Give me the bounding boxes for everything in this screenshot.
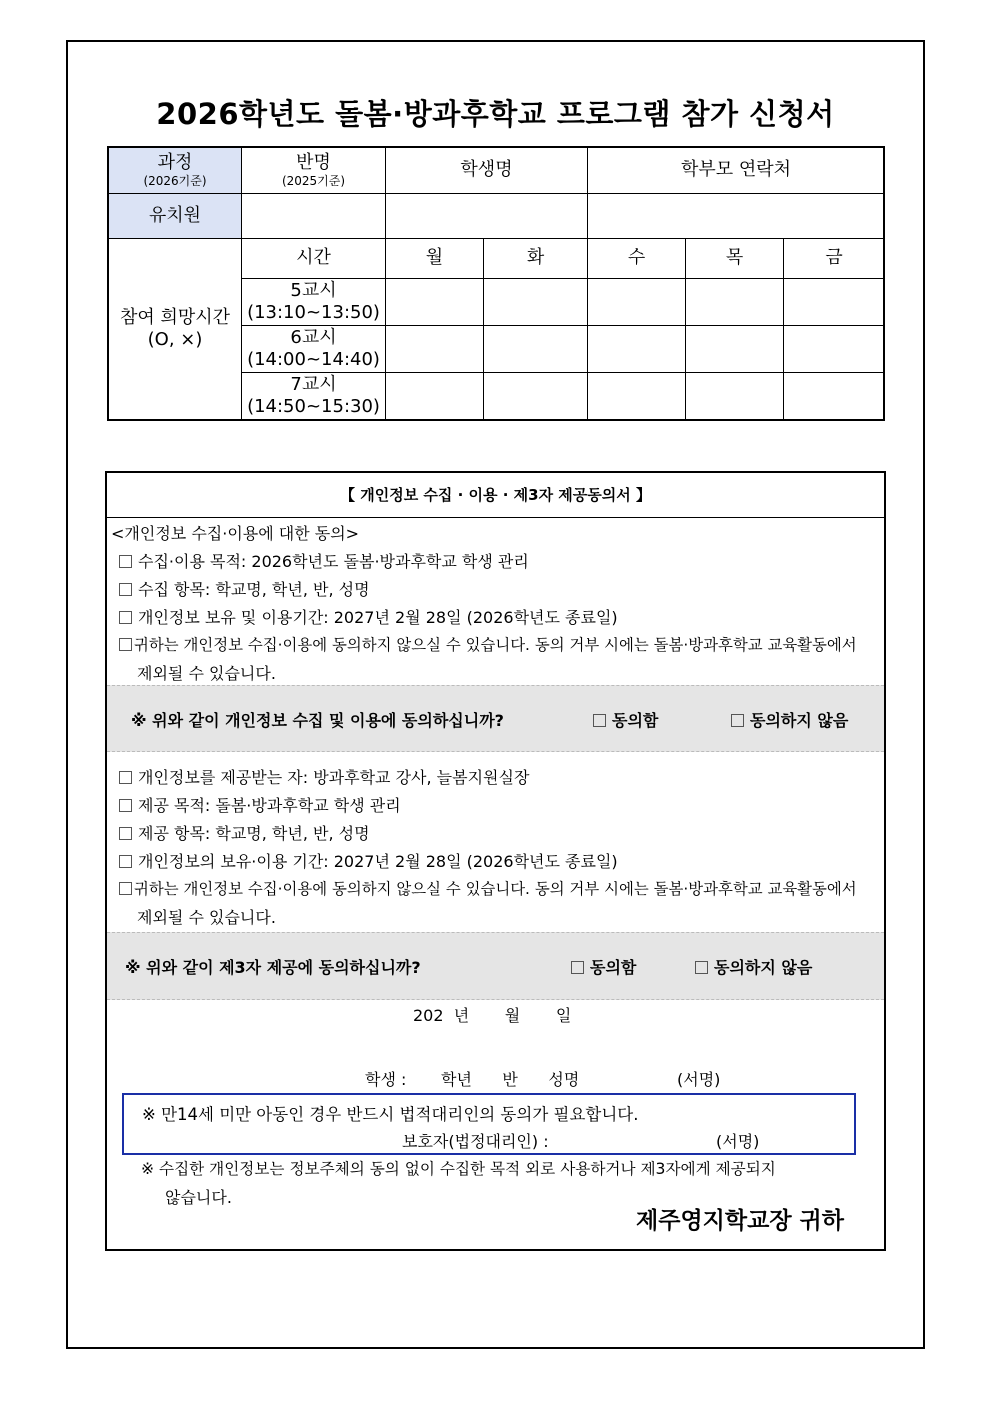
period-7: 7교시 (14:50~15:30) (242, 373, 386, 420)
row-kindergarten: 유치원 (109, 194, 242, 239)
addressee: 제주영지학교장 귀하 (636, 1207, 844, 1234)
student-fields[interactable]: 학년 반 성명 (441, 1070, 580, 1089)
header-time: 시간 (242, 239, 386, 279)
application-table (108, 147, 885, 420)
s1-item: 수집 항목: 학교명, 학년, 반, 성명 (119, 577, 370, 600)
s2-item: 개인정보의 보유·이용 기간: 2027년 2월 28일 (2026학년도 종료일) (119, 849, 618, 872)
slot-cell[interactable] (686, 279, 784, 326)
slot-cell[interactable] (686, 373, 784, 420)
student-label: 학생 : (365, 1070, 407, 1089)
checkbox-icon (119, 555, 132, 568)
day-tue: 화 (484, 239, 588, 279)
minor-notice-box (122, 1093, 856, 1155)
slot-cell[interactable] (784, 279, 885, 326)
slot-cell[interactable] (784, 326, 885, 373)
checkbox-icon (119, 583, 132, 596)
checkbox-icon (119, 855, 132, 868)
day-fri: 금 (784, 239, 885, 279)
checkbox-icon[interactable] (593, 714, 606, 727)
day-thu: 목 (686, 239, 784, 279)
header-parent-contact: 학부모 연락처 (588, 148, 885, 194)
slot-cell[interactable] (784, 373, 885, 420)
slot-cell[interactable] (386, 373, 484, 420)
guardian-label: 보호자(법정대리인) : (402, 1132, 549, 1151)
header-student-name: 학생명 (386, 148, 588, 194)
question2: ※ 위와 같이 제3자 제공에 동의하십니까? (125, 958, 421, 977)
slot-cell[interactable] (686, 326, 784, 373)
use-notice: ※ 수집한 개인정보는 정보주체의 동의 없이 수집한 목적 외로 사용하거나 제3자에게 제공되지 (141, 1160, 776, 1178)
checkbox-icon[interactable] (571, 961, 584, 974)
day-mon: 월 (386, 239, 484, 279)
period-6: 6교시 (14:00~14:40) (242, 326, 386, 373)
s1-item: 수집·이용 목적: 2026학년도 돌봄·방과후학교 학생 관리 (119, 549, 529, 572)
date-line: 202 년 월 일 (413, 1006, 572, 1025)
s1-item: 귀하는 개인정보 수집·이용에 동의하지 않으실 수 있습니다. 동의 거부 시에는 돌봄·방과후학교 교육활동에서 (119, 633, 857, 655)
period-5: 5교시 (13:10~13:50) (242, 279, 386, 326)
s2-item: 개인정보를 제공받는 자: 방과후학교 강사, 늘봄지원실장 (119, 765, 529, 788)
slot-cell[interactable] (588, 279, 686, 326)
day-wed: 수 (588, 239, 686, 279)
parent-contact-cell[interactable] (588, 194, 885, 239)
slot-cell[interactable] (386, 279, 484, 326)
hope-time-label: 참여 희망시간 (O, ×) (109, 239, 242, 420)
slot-cell[interactable] (386, 326, 484, 373)
s1-item-cont: 제외될 수 있습니다. (137, 664, 276, 683)
question1: ※ 위와 같이 개인정보 수집 및 이용에 동의하십니까? (131, 711, 504, 730)
s2-item: 제공 항목: 학교명, 학년, 반, 성명 (119, 821, 370, 844)
header-class: 반명 (2025기준) (242, 148, 386, 194)
class-name-cell[interactable] (242, 194, 386, 239)
slot-cell[interactable] (484, 279, 588, 326)
checkbox-icon (119, 611, 132, 624)
student-name-cell[interactable] (386, 194, 588, 239)
student-sign[interactable]: (서명) (677, 1070, 721, 1089)
minor-notice: ※ 만14세 미만 아동인 경우 반드시 법적대리인의 동의가 필요합니다. (142, 1105, 639, 1124)
use-notice-cont: 않습니다. (165, 1188, 232, 1207)
q2-disagree-option[interactable]: 동의하지 않음 (695, 955, 812, 978)
slot-cell[interactable] (484, 326, 588, 373)
s2-item-cont: 제외될 수 있습니다. (137, 908, 276, 927)
question1-band (107, 685, 884, 752)
consent-header: 【 개인정보 수집 · 이용 · 제3자 제공동의서 】 (107, 473, 884, 518)
q1-agree-option[interactable]: 동의함 (593, 708, 658, 731)
consent-form (105, 471, 886, 1251)
question2-band (107, 932, 884, 1000)
header-course: 과정 (2026기준) (109, 148, 242, 194)
q1-disagree-option[interactable]: 동의하지 않음 (731, 708, 848, 731)
slot-cell[interactable] (588, 326, 686, 373)
checkbox-icon[interactable] (695, 961, 708, 974)
checkbox-icon (119, 882, 132, 895)
checkbox-icon (119, 799, 132, 812)
checkbox-icon (119, 638, 132, 651)
slot-cell[interactable] (484, 373, 588, 420)
s2-item: 귀하는 개인정보 수집·이용에 동의하지 않으실 수 있습니다. 동의 거부 시에는 돌봄·방과후학교 교육활동에서 (119, 877, 857, 899)
s2-item: 제공 목적: 돌봄·방과후학교 학생 관리 (119, 793, 401, 816)
checkbox-icon (119, 771, 132, 784)
section1-title: <개인정보 수집·이용에 대한 동의> (111, 524, 360, 543)
slot-cell[interactable] (588, 373, 686, 420)
q2-agree-option[interactable]: 동의함 (571, 955, 636, 978)
checkbox-icon[interactable] (731, 714, 744, 727)
s1-item: 개인정보 보유 및 이용기간: 2027년 2월 28일 (2026학년도 종료일) (119, 605, 618, 628)
checkbox-icon (119, 827, 132, 840)
guardian-sign[interactable]: (서명) (716, 1132, 760, 1151)
page-title: 2026학년도 돌봄·방과후학교 프로그램 참가 신청서 (156, 97, 835, 131)
